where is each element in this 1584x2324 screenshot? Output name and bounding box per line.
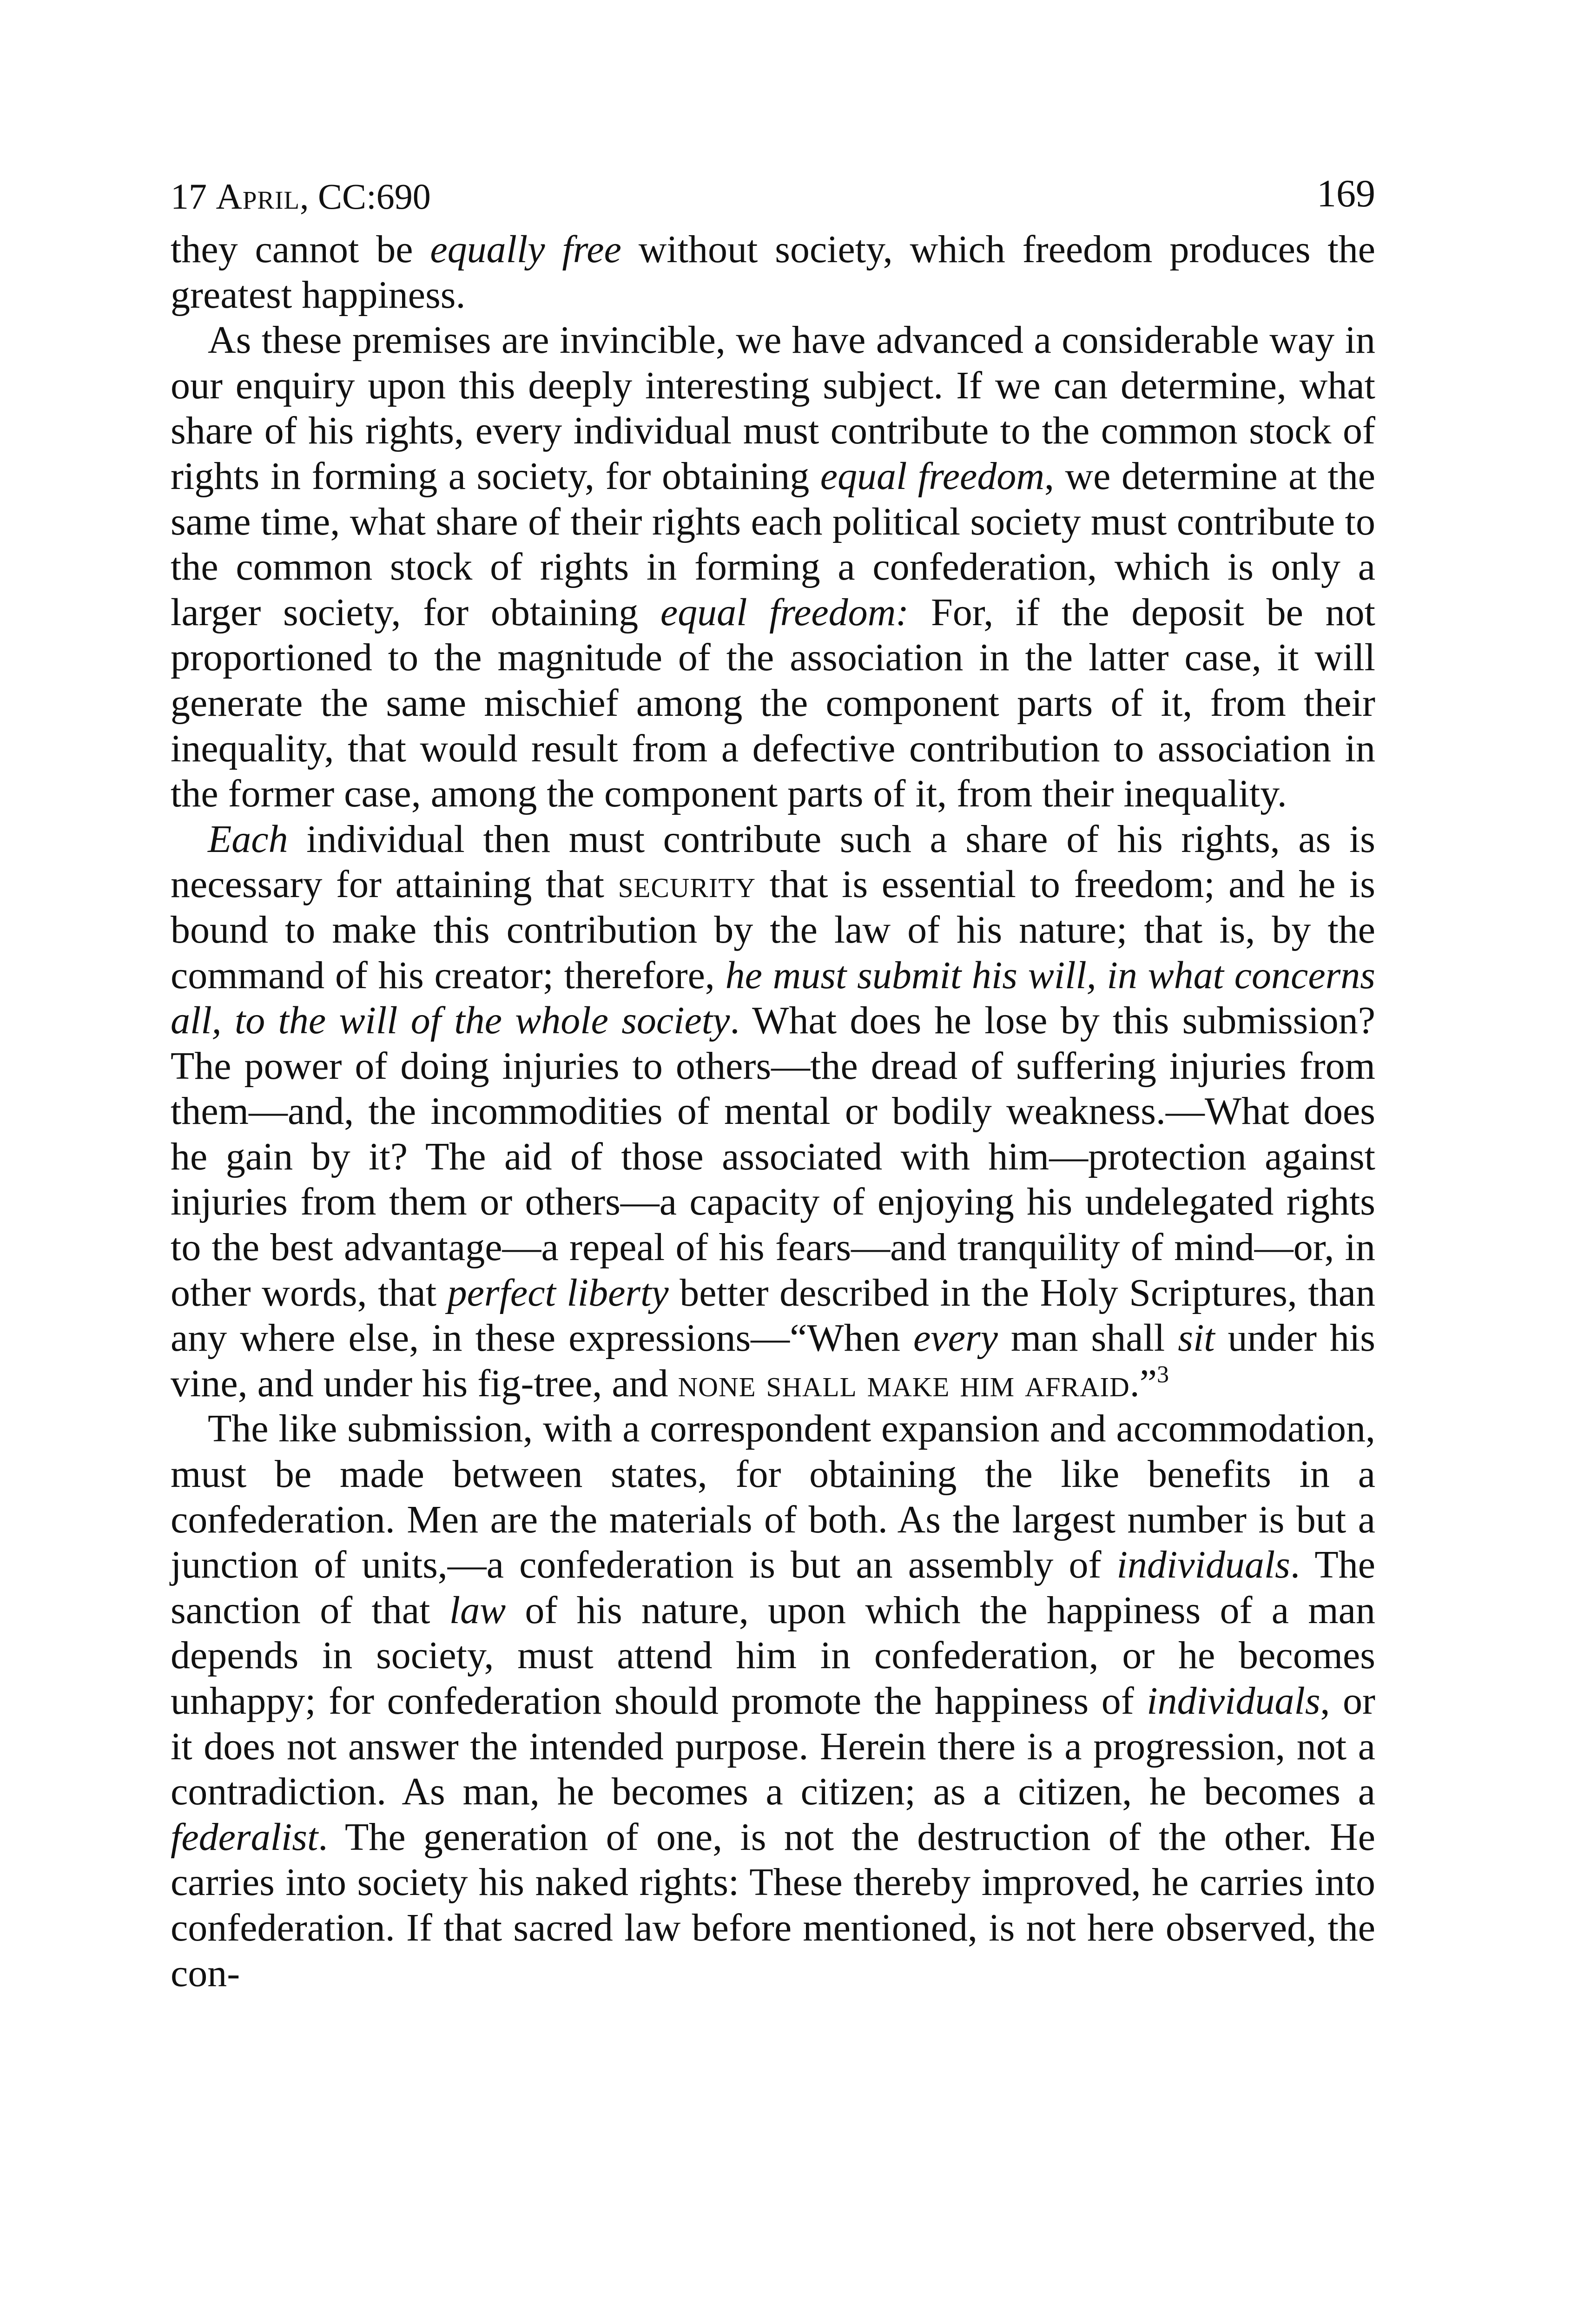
p3-text-1: individual then must contribute such a share of his rights, as is necessary for attaining that: [171, 817, 1375, 906]
running-head: [171, 172, 1375, 227]
page-number: 169: [1317, 172, 1375, 215]
footnote-marker: 3: [1156, 1361, 1169, 1388]
p3-text-4: better described in the Holy Scriptures, than any where else, in these expressions—“When: [171, 1271, 1375, 1360]
running-head-left: 17 April, CC:690: [171, 176, 431, 217]
p3-italic-4: every: [913, 1316, 998, 1360]
p2-text-1: As these premises are invincible, we have advanced a considerable way in our enquiry upon this deeply interesting subject. If we can determine, what share of his rights, every individual must contribute to the common stock of rights in forming a society, for obtaining: [171, 318, 1375, 498]
p3-text-3: . What does he lose by this submission? The power of doing injuries to others—the dread of suffering injuries from them—and, the incommodities of mental or bodily weakness.—What does he gain by it? The aid of those associated with him—protection against injuries from them or others—a capacity of enjoying his undelegated rights to the best advantage—a repeal of his fears—and tranquility of mind—or, in other words, that: [171, 999, 1375, 1314]
p2-text-2: , we determine at the same time, what share of their rights each political society must contribute to the common stock of rights in forming a confederation, which is only a larger society, for obtaining: [171, 454, 1376, 634]
p3-text-2: that is essential to freedom; and he is bound to make this contribution by the law of his nature; that is, by the command of his creator; therefore,: [171, 863, 1375, 997]
paragraph-1: [171, 227, 1375, 317]
p4-text-5: . The generation of one, is not the destruction of the other. He carries into society his naked rights: These thereby improved, he carries into confederation. If that sacred law before mentioned, is not here observed, the con-: [171, 1815, 1375, 1995]
p4-italic-2: law: [449, 1588, 506, 1632]
p3-small-caps-2: none shall make him afraid: [678, 1361, 1130, 1405]
p1-text-2: without society, which freedom produces the greatest happiness.: [171, 228, 1376, 317]
p4-text-4: , or it does not answer the intended purpose. Herein there is a progression, not a contradiction. As man, he becomes a citizen; as a citizen, he becomes a: [171, 1679, 1375, 1814]
p4-text-2: . The sanction of that: [171, 1543, 1376, 1632]
p3-italic-3: perfect liberty: [447, 1271, 669, 1314]
running-head-reference: CC:690: [318, 176, 431, 217]
paragraph-4: [171, 1406, 1375, 1996]
paragraph-2: [171, 317, 1375, 817]
p4-text-3: of his nature, upon which the happiness of a man depends in society, must attend him in confederation, or he becomes unhappy; for confederation should promote the happiness of: [171, 1588, 1375, 1723]
p3-text-5: man shall: [997, 1316, 1178, 1360]
p1-italic-1: equally free: [430, 228, 621, 271]
p3-italic-2: he must submit his will, in what concerns all, to the will of the whole society: [171, 953, 1375, 1043]
p4-text-1: The like submission, with a correspondent expansion and accommodation, must be made between states, for obtaining the like benefits in a confederation. Men are the materials of both. As the largest number is but a junction of units,—a confederation is but an assembly of: [171, 1407, 1375, 1587]
p4-italic-4: federalist: [171, 1815, 318, 1859]
paragraph-3: [171, 817, 1375, 1406]
p2-text-3: For, if the deposit be not proportioned to the magnitude of the association in the latter case, it will generate the same mischief among the component parts of it, from their inequality, that would result from a defective contribution to association in the former case, among the component parts of it, from their inequality.: [171, 590, 1375, 816]
p4-italic-3: individuals: [1147, 1679, 1320, 1723]
p3-small-caps-1: security: [618, 863, 756, 906]
p3-text-6: under his vine, and under his fig-tree, and: [171, 1316, 1375, 1405]
p1-text-1: they cannot be: [171, 228, 430, 271]
running-head-date: 17: [171, 176, 207, 217]
p3-italic-5: sit: [1178, 1316, 1215, 1360]
p4-italic-1: individuals: [1116, 1543, 1290, 1587]
body-text: [171, 227, 1375, 1996]
p3-text-7: .”: [1129, 1361, 1157, 1405]
p2-italic-1: equal freedom: [820, 454, 1045, 498]
p3-italic-1: Each: [208, 817, 288, 861]
p2-italic-2: equal freedom:: [660, 590, 909, 634]
running-head-month: April: [216, 176, 300, 217]
document-page: [171, 172, 1376, 1996]
